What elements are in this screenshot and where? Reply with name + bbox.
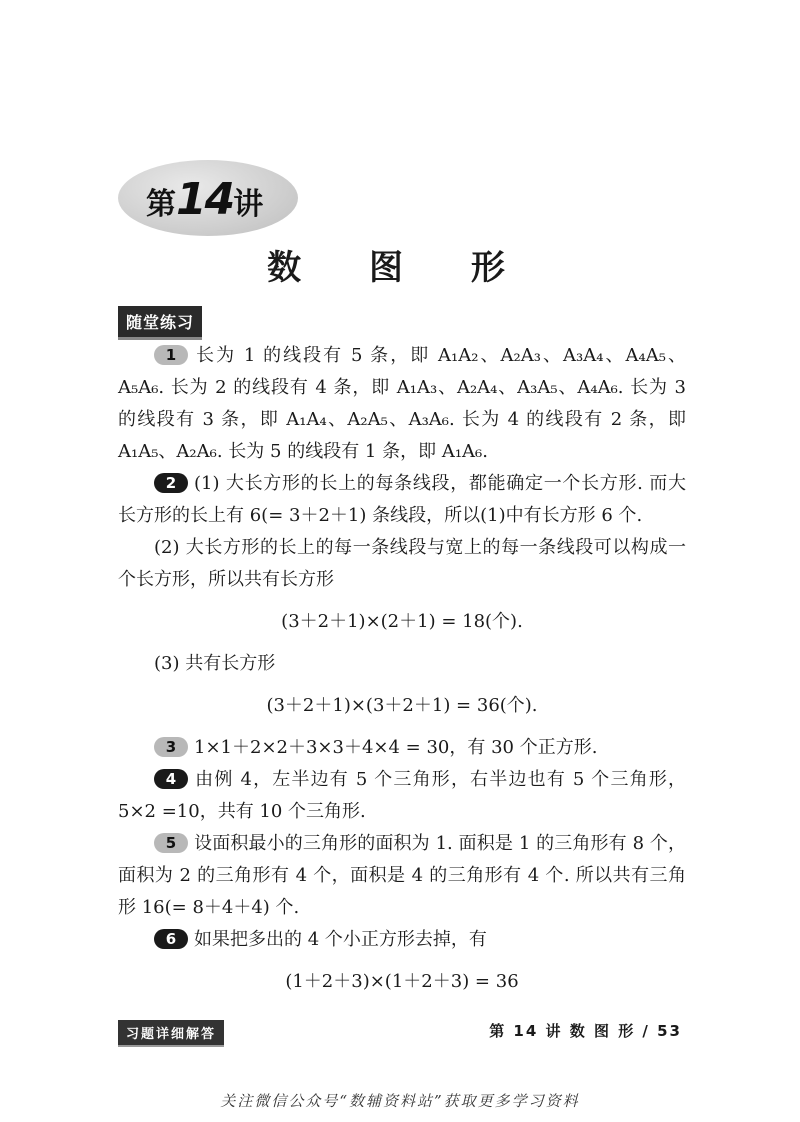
lecture-label bbox=[146, 174, 263, 225]
question-number-badge: 5 bbox=[154, 833, 188, 853]
answer-1 bbox=[118, 340, 686, 468]
question-number-badge: 6 bbox=[154, 929, 188, 949]
lecture-prefix: 第 bbox=[146, 187, 176, 222]
lecture-number: 14 bbox=[176, 174, 234, 225]
answer-2 bbox=[118, 468, 686, 532]
formula: (1＋2＋3)×(1＋2＋3) = 36 bbox=[285, 971, 519, 992]
question-number-badge: 1 bbox=[154, 345, 188, 365]
answer-text: 长为 1 的线段有 5 条，即 A₁A₂、A₂A₃、A₃A₄、A₄A₅、A₅A₆. 长为 2 的线段有 4 条，即 A₁A₃、A₂A₄、A₃A₅、A₄A₆. 长为 3 的线段有 3 条，即 A₁A₄、A₂A₅、A₃A₆. 长为 4 的线段有 2 条，即 A₁A₅、A₂A₆. 长为 5 的线段有 1 条，即 A₁A₆. bbox=[118, 345, 686, 462]
answer-2-part-2: (2) 大长方形的长上的每一条线段与宽上的每一条线段可以构成一个长方形，所以共有长方形 bbox=[118, 537, 686, 590]
question-number-badge: 2 bbox=[154, 473, 188, 493]
question-number-badge: 3 bbox=[154, 737, 188, 757]
section-label: 随堂练习 bbox=[118, 306, 202, 340]
footer-section-label: 习题详细解答 bbox=[118, 1020, 224, 1047]
answer-text: 如果把多出的 4 个小正方形去掉，有 bbox=[194, 929, 487, 950]
footer-page-info: 第 14 讲 数 图 形 / 53 bbox=[489, 1022, 682, 1040]
answer-text: 1×1＋2×2＋3×3＋4×4 = 30，有 30 个正方形. bbox=[194, 737, 598, 758]
page-title: 数 图 形 bbox=[267, 248, 533, 288]
question-number-badge: 4 bbox=[154, 769, 188, 789]
answer-text: 设面积最小的三角形的面积为 1. 面积是 1 的三角形有 8 个，面积为 2 的三角形有 4 个，面积是 4 的三角形有 4 个. 所以共有三角形 16(= 8＋4＋4) 个. bbox=[118, 833, 686, 918]
answer-2-part-3: (3) 共有长方形 bbox=[154, 653, 276, 674]
lecture-suffix: 讲 bbox=[233, 187, 264, 222]
lecture-badge bbox=[118, 160, 298, 236]
watermark-text: 关注微信公众号“数辅资料站”获取更多学习资料 bbox=[220, 1092, 580, 1110]
formula: (3＋2＋1)×(3＋2＋1) = 36(个). bbox=[266, 695, 538, 716]
answer-text: (1) 大长方形的长上的每条线段，都能确定一个长方形. 而大长方形的长上有 6(= 3＋2＋1) 条线段，所以(1)中有长方形 6 个. bbox=[118, 473, 686, 526]
answer-4 bbox=[118, 764, 686, 828]
answer-6 bbox=[118, 924, 686, 956]
answer-text: 由例 4，左半边有 5 个三角形，右半边也有 5 个三角形，5×2 =10，共有 10 个三角形. bbox=[118, 769, 686, 822]
answer-3 bbox=[118, 732, 686, 764]
formula: (3＋2＋1)×(2＋1) = 18(个). bbox=[281, 611, 523, 632]
answer-5 bbox=[118, 828, 686, 924]
answer-content bbox=[118, 340, 686, 1008]
